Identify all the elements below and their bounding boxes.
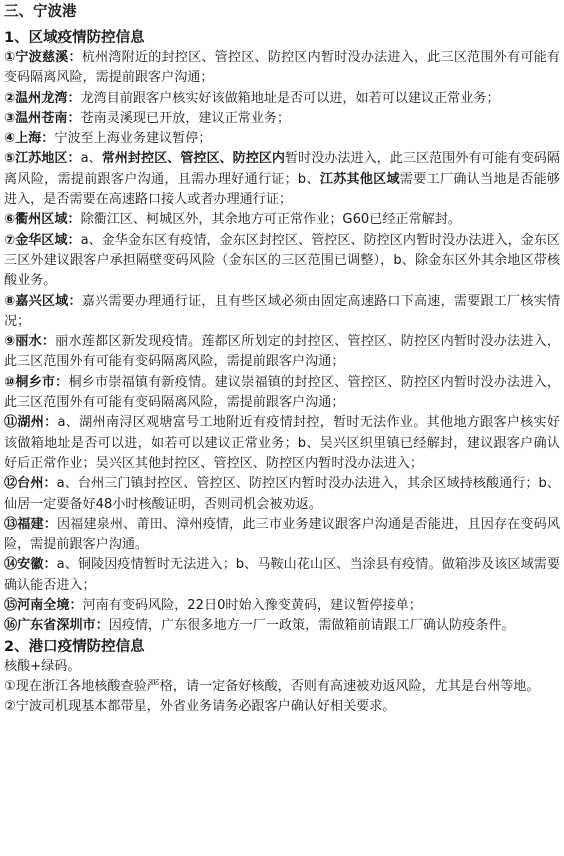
subsection-1-title: 1、区域疫情防控信息 bbox=[4, 30, 145, 46]
region-item: ⑥衢州区域：除衢江区、柯城区外，其余地方可正常作业；G60已经正常解封。 bbox=[4, 212, 461, 228]
subsection-2-title: 2、港口疫情防控信息 bbox=[4, 638, 145, 655]
region-item: ③温州苍南：苍南灵溪现已开放，建议正常业务； bbox=[4, 110, 291, 126]
port-item: ①现在浙江各地核酸查验严格，请一定备好核酸，否则有高速被劝返风险，尤其是台州等地。 bbox=[4, 678, 540, 694]
region-item: ⑧嘉兴区域：嘉兴需要办理通行证，且有些区域必须由固定高速路口下高速，需要跟工厂核实情况； bbox=[4, 293, 561, 329]
region-item: ①宁波慈溪：杭州湾附近的封控区、管控区、防控区内暂时没办法进入，此三区范围外有可能有变码隔离风险，需提前跟客户沟通； bbox=[4, 50, 561, 86]
region-list bbox=[4, 48, 564, 637]
region-item: ⑩桐乡市：桐乡市崇福镇有新疫情。建议崇福镇的封控区、管控区、防控区内暂时没办法进入，此三区范围外有可能有变码隔离风险，需提前跟客户沟通； bbox=[4, 374, 560, 411]
region-item: ⑨丽水：丽水莲都区新发现疫情。莲都区所划定的封控区、管控区、防控区内暂时没办法进入，此三区范围外有可能有变码隔离风险，需提前跟客户沟通； bbox=[4, 334, 560, 370]
region-item: ⑭安徽：a、铜陵因疫情暂时无法进入；b、马鞍山花山区、当涂县有疫情。做箱涉及该区域需要确认能否进入； bbox=[4, 557, 560, 593]
port-item: ②宁波司机现基本都带星，外省业务请务必跟客户确认好相关要求。 bbox=[4, 699, 396, 715]
region-item: ⑬福建：因福建泉州、莆田、漳州疫情，此三市业务建议跟客户沟通是否能进，且因存在变码风险，需提前跟客户沟通。 bbox=[4, 516, 561, 553]
section-title: 三、宁波港 bbox=[4, 4, 77, 20]
region-item: ⑪湖州：a、湖州南浔区观塘富号工地附近有疫情封控，暂时无法作业。其他地方跟客户核实好该做箱地址是否可以进，如若可以建议正常业务；b、吴兴区织里镇已经解封，建议跟客户确认好后正常作业；吴兴区其他封控区、管控区、防控区内暂时没办法进入； bbox=[4, 415, 560, 471]
region-item: ⑮河南全境：河南有变码风险，22日0时始入豫变黄码，建议暂停接单； bbox=[4, 598, 422, 614]
region-item: ②温州龙湾：龙湾目前跟客户核实好该做箱地址是否可以进，如若可以建议正常业务； bbox=[4, 90, 500, 106]
region-item: ⑦金华区域：a、金华金东区有疫情，金东区封控区、管控区、防控区内暂时没办法进入，金东区三区外建议跟客户承担隔壁变码风险（金东区的三区范围已调整），b、除金东区外其余地区带核酸业务。 bbox=[4, 232, 560, 289]
region-item: ⑯广东省深圳市：因疫情，广东很多地方一厂一政策，需做箱前请跟工厂确认防疫条件。 bbox=[4, 618, 515, 634]
port-intro: 核酸+绿码。 bbox=[4, 658, 81, 674]
region-item: ⑫台州：a、台州三门镇封控区、管控区、防控区内暂时没办法进入，其余区域持核酸通行；b、仙居一定要备好48小时核酸证明，否则司机会被劝返。 bbox=[4, 476, 560, 512]
region-item: ④上海：宁波至上海业务建议暂停； bbox=[4, 131, 212, 147]
region-item: ⑤江苏地区：a、常州封控区、管控区、防控区内暂时没办法进入，此三区范围外有可能有变码隔离风险，需提前跟客户沟通，且需办理好通行证；b、江苏其他区域需要工厂确认当地是否能够进入，是否需要在高速路口接人或者办理通行证； bbox=[4, 151, 561, 208]
